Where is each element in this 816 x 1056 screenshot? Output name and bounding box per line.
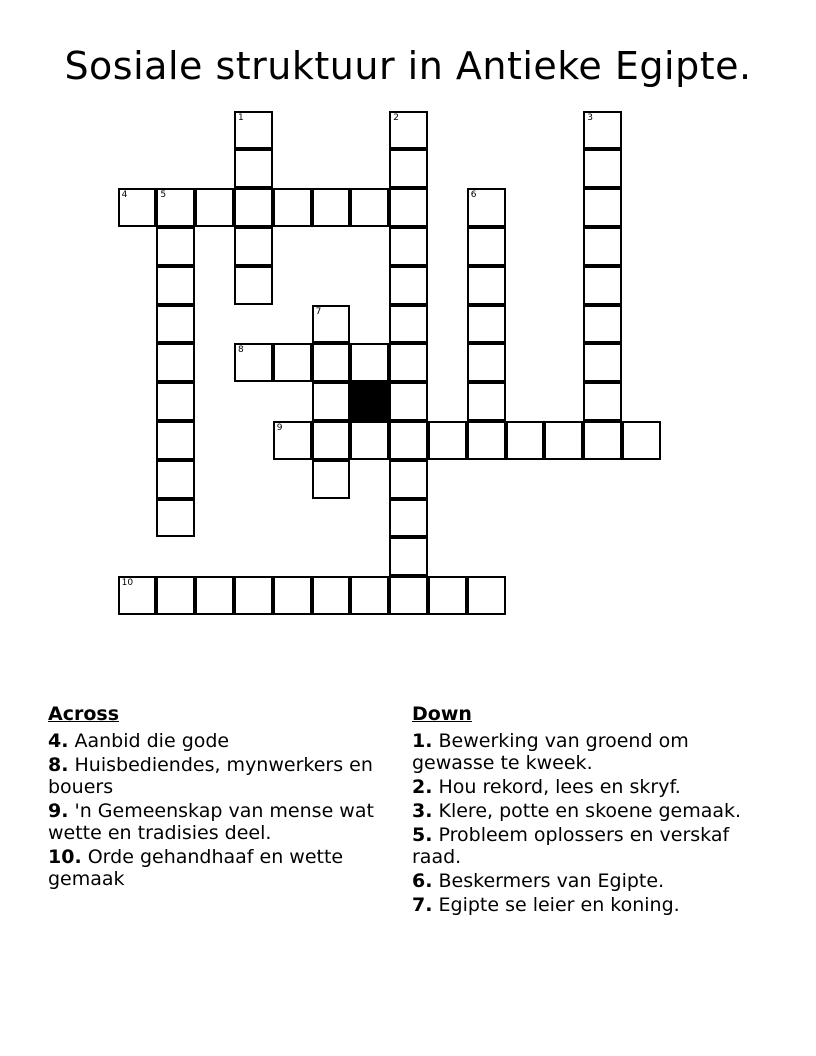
down-clue-1: [412, 730, 742, 774]
grid-cell[interactable]: [273, 421, 312, 460]
clue-number-label: 1: [238, 112, 244, 123]
grid-cell[interactable]: [234, 343, 273, 382]
across-heading: Across: [48, 703, 120, 725]
clue-number: 3.: [412, 800, 433, 822]
down-clue-2: [412, 776, 742, 798]
grid-cell[interactable]: [118, 188, 157, 227]
grid-cell[interactable]: [156, 499, 195, 538]
clue-number: 6.: [412, 870, 433, 892]
grid-cell[interactable]: [583, 382, 622, 421]
clue-number: 4.: [48, 730, 69, 752]
grid-cell[interactable]: [583, 149, 622, 188]
grid-cell[interactable]: [234, 266, 273, 305]
grid-cell[interactable]: [467, 227, 506, 266]
across-clue-4: [48, 730, 388, 752]
grid-cell[interactable]: [156, 460, 195, 499]
grid-cell[interactable]: [583, 421, 622, 460]
grid-cell[interactable]: [467, 421, 506, 460]
clue-number-label: 10: [121, 578, 134, 589]
clue-number: 1.: [412, 730, 433, 752]
grid-cell[interactable]: [195, 576, 234, 615]
grid-cell[interactable]: [506, 421, 545, 460]
grid-cell[interactable]: [312, 188, 351, 227]
grid-cell[interactable]: [467, 343, 506, 382]
grid-cell[interactable]: [467, 188, 506, 227]
grid-cell[interactable]: [428, 421, 467, 460]
grid-cell[interactable]: [350, 421, 389, 460]
grid-cell[interactable]: [156, 382, 195, 421]
across-clue-8: [48, 754, 388, 798]
grid-cell[interactable]: [312, 305, 351, 344]
grid-cell[interactable]: [156, 343, 195, 382]
clue-number: 5.: [412, 824, 433, 846]
grid-cell[interactable]: [234, 227, 273, 266]
grid-cell[interactable]: [312, 421, 351, 460]
grid-cell[interactable]: [389, 460, 428, 499]
clue-number: 10.: [48, 846, 82, 868]
grid-cell[interactable]: [312, 382, 351, 421]
clue-text: Klere, potte en skoene gemaak.: [438, 800, 742, 822]
grid-cell[interactable]: [467, 576, 506, 615]
grid-cell[interactable]: [622, 421, 661, 460]
grid-cell[interactable]: [583, 343, 622, 382]
grid-cell[interactable]: [234, 576, 273, 615]
grid-cell[interactable]: [156, 188, 195, 227]
grid-cell[interactable]: [389, 537, 428, 576]
clue-number-label: 8: [238, 345, 244, 356]
clue-number-label: 6: [470, 190, 477, 201]
grid-cell[interactable]: [273, 576, 312, 615]
grid-cell[interactable]: [389, 227, 428, 266]
grid-cell[interactable]: [467, 266, 506, 305]
clue-number: 9.: [48, 800, 69, 822]
clue-number: 2.: [412, 776, 433, 798]
down-heading: Down: [412, 703, 472, 725]
grid-cell[interactable]: [389, 149, 428, 188]
grid-cell[interactable]: [118, 576, 157, 615]
down-clue-5: [412, 824, 742, 868]
clue-number-label: 3: [587, 112, 593, 123]
across-clues: [48, 702, 388, 892]
grid-cell[interactable]: [156, 421, 195, 460]
grid-cell[interactable]: [467, 382, 506, 421]
grid-cell[interactable]: [234, 188, 273, 227]
grid-cell[interactable]: [389, 499, 428, 538]
down-clue-3: [412, 800, 742, 822]
clue-text: Probleem oplossers en verskaf raad.: [412, 824, 730, 868]
grid-cell[interactable]: [234, 111, 273, 150]
grid-cell[interactable]: [467, 305, 506, 344]
page-title: Sosiale struktuur in Antieke Egipte.: [64, 44, 752, 88]
clue-number-label: 9: [276, 423, 283, 433]
grid-cell[interactable]: [273, 188, 312, 227]
grid-cell[interactable]: [312, 343, 351, 382]
across-clue-9: [48, 800, 388, 844]
grid-cell[interactable]: [428, 576, 467, 615]
clue-text: Hou rekord, lees en skryf.: [438, 776, 681, 798]
grid-cell[interactable]: [544, 421, 583, 460]
grid-cell[interactable]: [389, 343, 428, 382]
down-clue-7: [412, 894, 742, 916]
clue-text: Beskermers van Egipte.: [438, 870, 665, 892]
grid-cell[interactable]: [156, 227, 195, 266]
clue-number-label: 2: [393, 112, 399, 123]
grid-cell[interactable]: [389, 305, 428, 344]
grid-cell[interactable]: [583, 266, 622, 305]
clue-text: Huisbediendes, mynwerkers en bouers: [48, 754, 373, 798]
grid-cell[interactable]: [273, 343, 312, 382]
across-clue-10: [48, 846, 388, 890]
grid-cell[interactable]: [583, 188, 622, 227]
clue-number: 7.: [412, 894, 433, 916]
grid-cell[interactable]: [389, 421, 428, 460]
grid-cell[interactable]: [389, 266, 428, 305]
clue-text: Egipte se leier en koning.: [438, 894, 680, 916]
grid-cell[interactable]: [312, 576, 351, 615]
grid-cell[interactable]: [195, 188, 234, 227]
grid-cell[interactable]: [350, 343, 389, 382]
grid-cell[interactable]: [312, 460, 351, 499]
grid-cell[interactable]: [389, 576, 428, 615]
grid-block-cell: [350, 382, 389, 421]
grid-cell[interactable]: [389, 188, 428, 227]
clue-number-label: 4: [121, 190, 128, 201]
grid-cell[interactable]: [389, 382, 428, 421]
grid-cell[interactable]: [389, 111, 428, 150]
clue-number: 8.: [48, 754, 69, 776]
grid-cell[interactable]: [156, 576, 195, 615]
clue-text: Orde gehandhaaf en wette gemaak: [48, 846, 344, 890]
down-clues: [412, 702, 742, 918]
clue-number-label: 7: [315, 306, 322, 317]
grid-cell[interactable]: [234, 149, 273, 188]
clue-text: 'n Gemeenskap van mense wat wette en tradisies deel.: [48, 800, 374, 844]
grid-cell[interactable]: [583, 305, 622, 344]
grid-cell[interactable]: [350, 576, 389, 615]
grid-cell[interactable]: [583, 111, 622, 150]
clue-text: Aanbid die gode: [74, 730, 230, 752]
grid-cell[interactable]: [156, 266, 195, 305]
down-clue-6: [412, 870, 742, 892]
clue-number-label: 5: [160, 190, 167, 201]
grid-cell[interactable]: [156, 305, 195, 344]
grid-cell[interactable]: [350, 188, 389, 227]
clue-text: Bewerking van groend om gewasse te kweek.: [412, 730, 689, 774]
grid-cell[interactable]: [583, 227, 622, 266]
